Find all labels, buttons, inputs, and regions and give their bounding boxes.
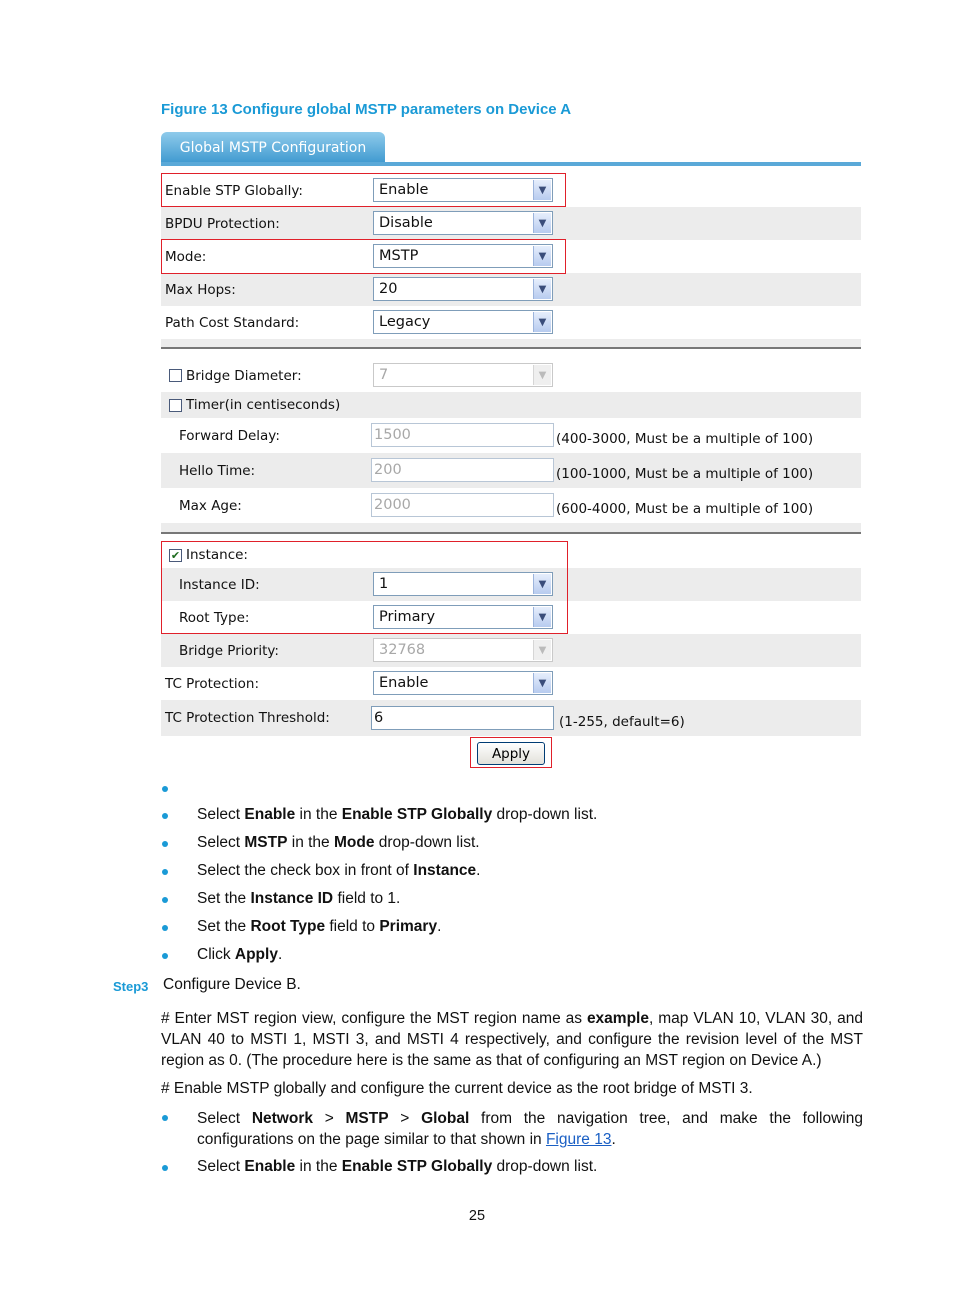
- bridge-priority-label: Bridge Priority:: [179, 642, 279, 659]
- bpdu-protection-select[interactable]: [373, 211, 553, 235]
- max-age-input[interactable]: 2000: [371, 493, 554, 517]
- bpdu-protection-label: BPDU Protection:: [165, 215, 280, 232]
- max-hops-select[interactable]: [373, 277, 553, 301]
- instance-id-value: 1: [379, 576, 389, 592]
- list-item: Select Enable in the Enable STP Globally drop-down list.: [197, 806, 598, 823]
- chevron-down-icon[interactable]: ▼: [533, 607, 551, 627]
- list-item: Select Network > MSTP > Global from the navigation tree, and make the following configurations on the page similar to that shown in Figure 13.: [197, 1110, 863, 1148]
- list-item: Set the Instance ID field to 1.: [197, 890, 401, 907]
- step-label: Step3: [113, 979, 149, 994]
- bpdu-protection-value: Disable: [379, 215, 433, 231]
- chevron-down-icon[interactable]: ▼: [533, 279, 551, 299]
- highlight-enable-stp: [161, 173, 566, 207]
- bridge-diameter-label: [169, 359, 302, 392]
- row-bpdu-protection: [161, 207, 861, 240]
- forward-delay-label: Forward Delay:: [179, 427, 280, 444]
- path-cost-select[interactable]: [373, 310, 553, 334]
- bridge-diameter-value: 7: [379, 367, 389, 383]
- bridge-priority-value: 32768: [379, 642, 426, 658]
- row-spacer: [161, 523, 861, 532]
- forward-delay-hint: (400-3000, Must be a multiple of 100): [556, 430, 814, 447]
- row-bridge-priority: [161, 634, 861, 667]
- hello-time-label: Hello Time:: [179, 462, 256, 479]
- enable-stp-value: Enable: [379, 182, 429, 198]
- mode-label: Mode:: [165, 248, 207, 265]
- bridge-diameter-select[interactable]: [373, 363, 553, 387]
- figure-title: Figure 13 Configure global MSTP parameters on Device A: [161, 101, 572, 118]
- bridge-priority-select[interactable]: [373, 638, 553, 662]
- instance-text: Instance:: [186, 547, 248, 563]
- tab-underline: [161, 162, 861, 166]
- paragraph: # Enable MSTP globally and configure the current device as the root bridge of MSTI 3.: [161, 1080, 753, 1097]
- bullet-marker: [162, 1165, 168, 1171]
- chevron-down-icon[interactable]: ▼: [533, 673, 551, 693]
- max-hops-value: 20: [379, 281, 398, 297]
- bullet-marker: [162, 897, 168, 903]
- tc-protection-select[interactable]: [373, 671, 553, 695]
- bullet-marker: [162, 953, 168, 959]
- row-hello-time: [161, 453, 861, 488]
- row-tc-protection: [161, 667, 861, 700]
- highlight-apply: [470, 737, 552, 768]
- instance-checkbox[interactable]: ✔: [170, 548, 181, 562]
- bullet-marker: [162, 869, 168, 875]
- forward-delay-input[interactable]: 1500: [371, 423, 554, 447]
- page-number: 25: [468, 1208, 486, 1224]
- chevron-down-icon[interactable]: ▼: [533, 365, 551, 385]
- tc-threshold-label: TC Protection Threshold:: [165, 710, 330, 726]
- chevron-down-icon[interactable]: ▼: [533, 312, 551, 332]
- timer-text: Timer(in centiseconds): [186, 397, 341, 413]
- timer-label: [169, 392, 340, 418]
- chevron-down-icon[interactable]: ▼: [533, 246, 551, 266]
- row-tc-threshold: [161, 700, 861, 736]
- figure-link[interactable]: Figure 13: [545, 1131, 612, 1148]
- tc-threshold-hint: (1-255, default=6): [559, 714, 685, 730]
- apply-button[interactable]: Apply: [477, 742, 545, 765]
- paragraph: # Enter MST region view, configure the MST region name as example, map VLAN 10, VLAN 30, and VLAN 40 to MSTI 1, MSTI 3, and MSTI 4 respectively, and configure the revision level of the MST region as 0. (The procedure here is the same as that of configuring an MST region on Device A.): [161, 1010, 864, 1069]
- bullet-marker: [162, 786, 168, 792]
- step-text: Configure Device B.: [163, 976, 301, 993]
- root-type-label: Root Type:: [179, 609, 250, 626]
- highlight-instance: [161, 541, 568, 634]
- row-max-hops: [161, 273, 861, 306]
- highlight-mode: [161, 239, 566, 274]
- tab-global-mstp-configuration[interactable]: Global MSTP Configuration: [161, 132, 385, 164]
- max-age-label: Max Age:: [179, 497, 242, 514]
- tc-protection-value: Enable: [379, 675, 429, 691]
- instance-id-label: Instance ID:: [179, 576, 260, 593]
- chevron-down-icon[interactable]: ▼: [533, 180, 551, 200]
- chevron-down-icon[interactable]: ▼: [533, 640, 551, 660]
- hello-time-hint: (100-1000, Must be a multiple of 100): [556, 465, 814, 482]
- list-item: Select the check box in front of Instance.: [197, 862, 481, 879]
- bridge-diameter-text: Bridge Diameter:: [186, 367, 302, 384]
- row-spacer: [161, 339, 861, 347]
- list-item: Set the Root Type field to Primary.: [197, 918, 442, 935]
- hello-time-input[interactable]: 200: [371, 458, 554, 482]
- list-item: Click Apply.: [197, 946, 283, 963]
- row-path-cost: [161, 306, 861, 339]
- list-item: Select MSTP in the Mode drop-down list.: [197, 834, 480, 851]
- bullet-marker: [162, 1115, 168, 1121]
- max-hops-label: Max Hops:: [165, 281, 236, 298]
- max-age-hint: (600-4000, Must be a multiple of 100): [556, 500, 814, 517]
- tc-protection-label: TC Protection:: [165, 675, 260, 692]
- tc-threshold-input[interactable]: 6: [371, 706, 554, 730]
- bullet-marker: [162, 813, 168, 819]
- row-bridge-diameter: [161, 359, 861, 392]
- section-divider: [161, 532, 861, 534]
- row-max-age: [161, 488, 861, 523]
- chevron-down-icon[interactable]: ▼: [533, 574, 551, 594]
- timer-checkbox[interactable]: [169, 399, 182, 412]
- bridge-diameter-checkbox[interactable]: [169, 369, 182, 382]
- chevron-down-icon[interactable]: ▼: [533, 213, 551, 233]
- mode-value: MSTP: [379, 248, 419, 264]
- enable-stp-label: Enable STP Globally:: [165, 182, 303, 199]
- section-divider: [161, 347, 861, 349]
- row-timer: [161, 392, 861, 418]
- bullet-marker: [162, 925, 168, 931]
- list-item: Select Enable in the Enable STP Globally drop-down list.: [197, 1158, 598, 1175]
- row-forward-delay: [161, 418, 861, 453]
- bullet-marker: [162, 841, 168, 847]
- path-cost-label: Path Cost Standard:: [165, 314, 300, 331]
- path-cost-value: Legacy: [379, 314, 431, 330]
- root-type-value: Primary: [379, 609, 436, 625]
